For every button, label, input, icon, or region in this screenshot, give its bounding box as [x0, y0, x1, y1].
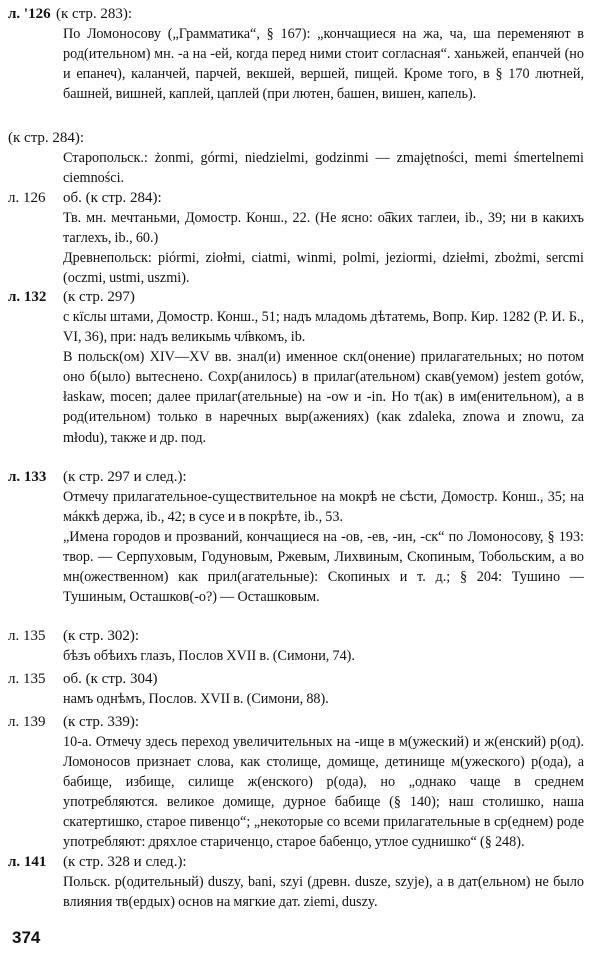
entry-l126	[0, 4, 590, 104]
entry-l141	[0, 852, 590, 912]
entry-p284	[0, 128, 590, 188]
entry-l135	[0, 626, 590, 666]
page-crossref: (к стр. 283):	[56, 6, 133, 22]
entry-paragraph: 10-а. Отмечу здесь переход увеличительных на -ище в м(ужеский) и ж(енский) р(од). Ломоносов признает слова, как столище, домище, детинище м(ужеского) р(ода), а бабище, избище, силище ж(енского) р(ода), но „однако чаще в среднем употребляются. великое домище, дурное бабище (§ 140); наш столишко, наша скатертишко, старое пивенцо“; „некоторые со всеми прилагательные в ср(еднем) роде употребляют: дряхлое стариченцо, старое бабенцо, утлое суднишко“ (§ 248).	[63, 734, 584, 851]
leaf-reference: л. 133	[8, 469, 47, 485]
entry-paragraph: намъ однѣмъ, Послов. XVII в. (Симони, 88).	[63, 691, 329, 707]
page-crossref: (к стр. 284):	[8, 130, 85, 146]
leaf-reference: л. '126	[8, 6, 51, 22]
entry-paragraph: По Ломоносову („Грамматика“, § 167): „кончащиеся на жа, ча, ша переменяют в род(ительном) мн. -а на -ей, когда перед ними стоит согласная“. ханьжей, епанчей (но и епанеч), каланчей, парчей, векшей, вершей, пищей. Кроме того, в § 170 лютней, башней, вишней, каплей, цаплей (при лютен, башен, вишен, капель).	[63, 26, 584, 103]
entry-heading	[0, 4, 590, 24]
entry-paragraph: бѣзъ обѣихъ глазъ, Послов XVII в. (Симони, 74).	[63, 648, 355, 664]
entry-heading	[0, 287, 590, 307]
entry-paragraph: Древнепольск: piórmi, ziołmi, ciatmi, winmi, polmi, jeziormi, dziełmi, zbożmi, sercmi (oczmi, ustmi, uszmi).	[63, 250, 584, 287]
entry-paragraph: с кїслы штами, Домостр. Конш., 51; надъ младомь дѣтатемь, Вопр. Кир. 1282 (Р. И. Б., VI, 36), при: надъ великымь чл҃вкомъ, ib.	[63, 309, 584, 346]
leaf-reference: л. 126	[8, 190, 46, 206]
entry-paragraph: Старопольск.: żonmi, górmi, niedzielmi, godzinmi — zmajętności, memi śmertelnemi ciemności.	[63, 150, 584, 187]
entry-l135-ob	[0, 669, 590, 709]
page-crossref: (к стр. 297)	[63, 289, 135, 305]
entry-paragraph: Польск. р(одительный) duszy, bani, szyi (древн. dusze, szyje), а в дат(ельном) не было влияния тв(ердых) основ на мягкие дат. ziemi, duszy.	[63, 874, 584, 911]
entry-heading	[0, 712, 590, 732]
entry-paragraph: Отмечу прилагательное-существительное на мокрѣ не сѣсти, Домостр. Конш., 35; на мáккѣ держа, ib., 42; в сусе и в покрѣте, ib., 53.	[63, 489, 584, 526]
entry-heading	[0, 852, 590, 872]
page-crossref: об. (к стр. 304)	[63, 671, 158, 687]
entry-heading	[0, 669, 590, 689]
entry-heading	[0, 128, 590, 148]
entry-l139	[0, 712, 590, 853]
entry-l126-ob	[0, 188, 590, 288]
page-crossref: (к стр. 339):	[63, 714, 140, 730]
leaf-reference: л. 132	[8, 289, 47, 305]
leaf-reference: л. 135	[8, 628, 46, 644]
entry-l133	[0, 467, 590, 608]
page-crossref: (к стр. 302):	[63, 628, 140, 644]
entry-paragraph: В польск(ом) XIV—XV вв. знал(и) именное скл(онение) прилагательных; но потом оно б(ыло) вытеснено. Сохр(анилось) в прилаг(ательном) скав(уемом) jestem gotów, łaskaw, mocen; далее прилаг(ательные) на -ow и -in. Но т(ак) в им(енительном), а в род(ительном) только в наречных выр(ажениях) (как zdaleka, znowa и znowu, za młodu), также и др. под.	[63, 349, 584, 446]
entry-l132	[0, 287, 590, 448]
page-crossref: (к стр. 328 и след.):	[63, 854, 187, 870]
entry-heading	[0, 467, 590, 487]
entry-paragraph: Тв. мн. мечтаньми, Домостр. Конш., 22. (Не ясно: о͡аких таглеи, ib., 39; ни в какихъ таглехъ, ib., 60.)	[63, 210, 584, 247]
entry-heading	[0, 188, 590, 208]
leaf-reference: л. 135	[8, 671, 46, 687]
leaf-reference: л. 139	[8, 714, 46, 730]
entry-paragraph: „Имена городов и прозваний, кончащиеся на -ов, -ев, -ин, -ск“ по Ломоносову, § 193: твор. — Серпуховым, Годуновым, Ржевым, Лихвиным, Скопиным, Тобольским, а во мн(ожественном) как прил(агательные): Скопиных и т. д.; § 204: Тушино — Тушиным, Осташков(-о?) — Осташковым.	[63, 529, 584, 606]
leaf-reference: л. 141	[8, 854, 47, 870]
page-crossref: об. (к стр. 284):	[63, 190, 162, 206]
page-crossref: (к стр. 297 и след.):	[63, 469, 187, 485]
entry-heading	[0, 626, 590, 646]
page-number: 374	[12, 928, 41, 947]
